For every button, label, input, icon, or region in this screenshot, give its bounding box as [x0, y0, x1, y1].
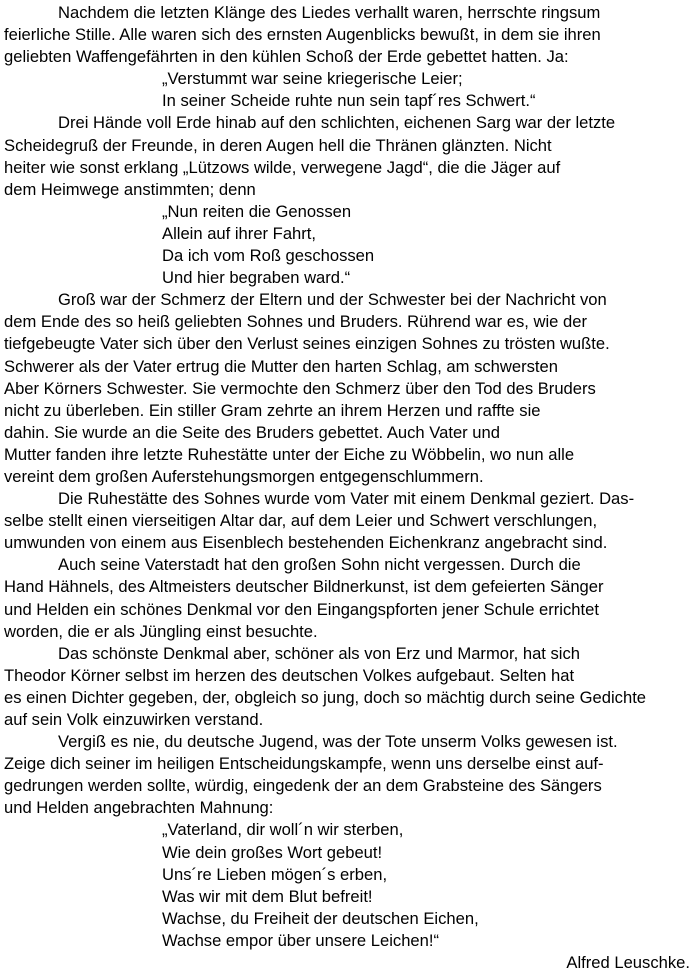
document-page	[4, 2, 698, 974]
text-line: Aber Körners Schwester. Sie vermochte den Schmerz über den Tod des Bruders	[4, 378, 596, 398]
text-line: heiter wie sonst erklang „Lützows wilde, verwegene Jagd“, die die Jäger auf	[4, 157, 561, 177]
verse-line: Was wir mit dem Blut befreit!	[162, 886, 373, 906]
text-line: auf sein Volk einzuwirken verstand.	[4, 710, 264, 729]
text-line: feierliche Stille. Alle waren sich des ernsten Augenblicks bewußt, in dem sie ihren	[4, 25, 601, 45]
paragraph-first-line: Groß war der Schmerz der Eltern und der Schwester bei der Nachricht von	[58, 290, 607, 310]
text-line: Hand Hähnels, des Altmeisters deutscher Bildnerkunst, ist dem gefeierten Sänger	[4, 577, 604, 597]
verse-line: Wachse, du Freiheit der deutschen Eichen,	[162, 908, 479, 928]
author-signature: Alfred Leuschke.	[566, 953, 690, 973]
text-line: dem Heimwege anstimmten; denn	[4, 179, 256, 199]
text-line: Zeige dich seiner im heiligen Entscheidungskampfe, wenn uns derselbe einst auf-	[4, 754, 604, 774]
text-line: worden, die er als Jüngling einst besuchte.	[4, 621, 318, 641]
text-line: dahin. Sie wurde an die Seite des Bruders gebettet. Auch Vater und	[4, 422, 500, 442]
text-line: und Helden ein schönes Denkmal vor den Eingangspforten jener Schule errichtet	[4, 599, 599, 619]
text-line: umwunden von einem aus Eisenblech bestehenden Eichenkranz angebracht sind.	[4, 533, 608, 553]
verse-line: „Vaterland, dir woll´n wir sterben,	[162, 820, 404, 840]
paragraph-first-line: Drei Hände voll Erde hinab auf den schlichten, eichenen Sarg war der letzte	[58, 113, 616, 133]
text-line: Mutter fanden ihre letzte Ruhestätte unter der Eiche zu Wöbbelin, wo nun alle	[4, 444, 575, 464]
paragraph-first-line: Das schönste Denkmal aber, schöner als von Erz und Marmor, hat sich	[58, 643, 581, 663]
text-line: vereint dem großen Auferstehungsmorgen entgegenschlummern.	[4, 466, 484, 486]
text-line: dem Ende des so heiß geliebten Sohnes und Bruders. Rührend war es, wie der	[4, 312, 587, 332]
text-line: es einen Dichter gegeben, der, obgleich so jung, doch so mächtig durch seine Gedichte	[4, 687, 647, 707]
text-line: nicht zu überleben. Ein stiller Gram zehrte an ihrem Herzen und raffte sie	[4, 400, 541, 420]
document-body	[4, 2, 698, 952]
verse-line: „Verstummt war seine kriegerische Leier;	[162, 69, 463, 89]
text-line: Scheidegruß der Freunde, in deren Augen hell die Thränen glänzten. Nicht	[4, 135, 552, 155]
text-line: tiefgebeugte Vater sich über den Verlust seines einzigen Sohnes zu trösten wußte.	[4, 334, 610, 354]
verse-line: Uns´re Lieben mögen´s erben,	[162, 864, 388, 884]
text-line: Theodor Körner selbst im herzen des deutschen Volkes aufgebaut. Selten hat	[4, 665, 575, 685]
paragraph-first-line: Auch seine Vaterstadt hat den großen Sohn nicht vergessen. Durch die	[58, 555, 581, 575]
verse-line: Wachse empor über unsere Leichen!“	[162, 930, 440, 950]
text-line: Schwerer als der Vater ertrug die Mutter den harten Schlag, am schwersten	[4, 356, 559, 376]
text-line: gedrungen werden sollte, würdig, eingedenk der an dem Grabsteine des Sängers	[4, 776, 602, 796]
paragraph-first-line: Die Ruhestätte des Sohnes wurde vom Vater mit einem Denkmal geziert. Das-	[58, 489, 635, 509]
verse-line: Und hier begraben ward.“	[162, 268, 351, 288]
verse-line: Da ich vom Roß geschossen	[162, 246, 375, 266]
verse-line: „Nun reiten die Genossen	[162, 201, 352, 221]
paragraph-first-line: Vergiß es nie, du deutsche Jugend, was der Tote unserm Volks gewesen ist.	[58, 732, 618, 752]
verse-line: In seiner Scheide ruhte nun sein tapf´res Schwert.“	[162, 91, 536, 111]
text-line: selbe stellt einen vierseitigen Altar dar, auf dem Leier und Schwert verschlungen,	[4, 511, 598, 531]
verse-line: Wie dein großes Wort gebeut!	[162, 842, 383, 862]
verse-line: Allein auf ihrer Fahrt,	[162, 223, 317, 243]
text-line: geliebten Waffengefährten in den kühlen Schoß der Erde gebettet hatten. Ja:	[4, 47, 569, 67]
paragraph-first-line: Nachdem die letzten Klänge des Liedes verhallt waren, herrschte ringsum	[58, 3, 601, 22]
text-line: und Helden angebrachten Mahnung:	[4, 798, 274, 818]
